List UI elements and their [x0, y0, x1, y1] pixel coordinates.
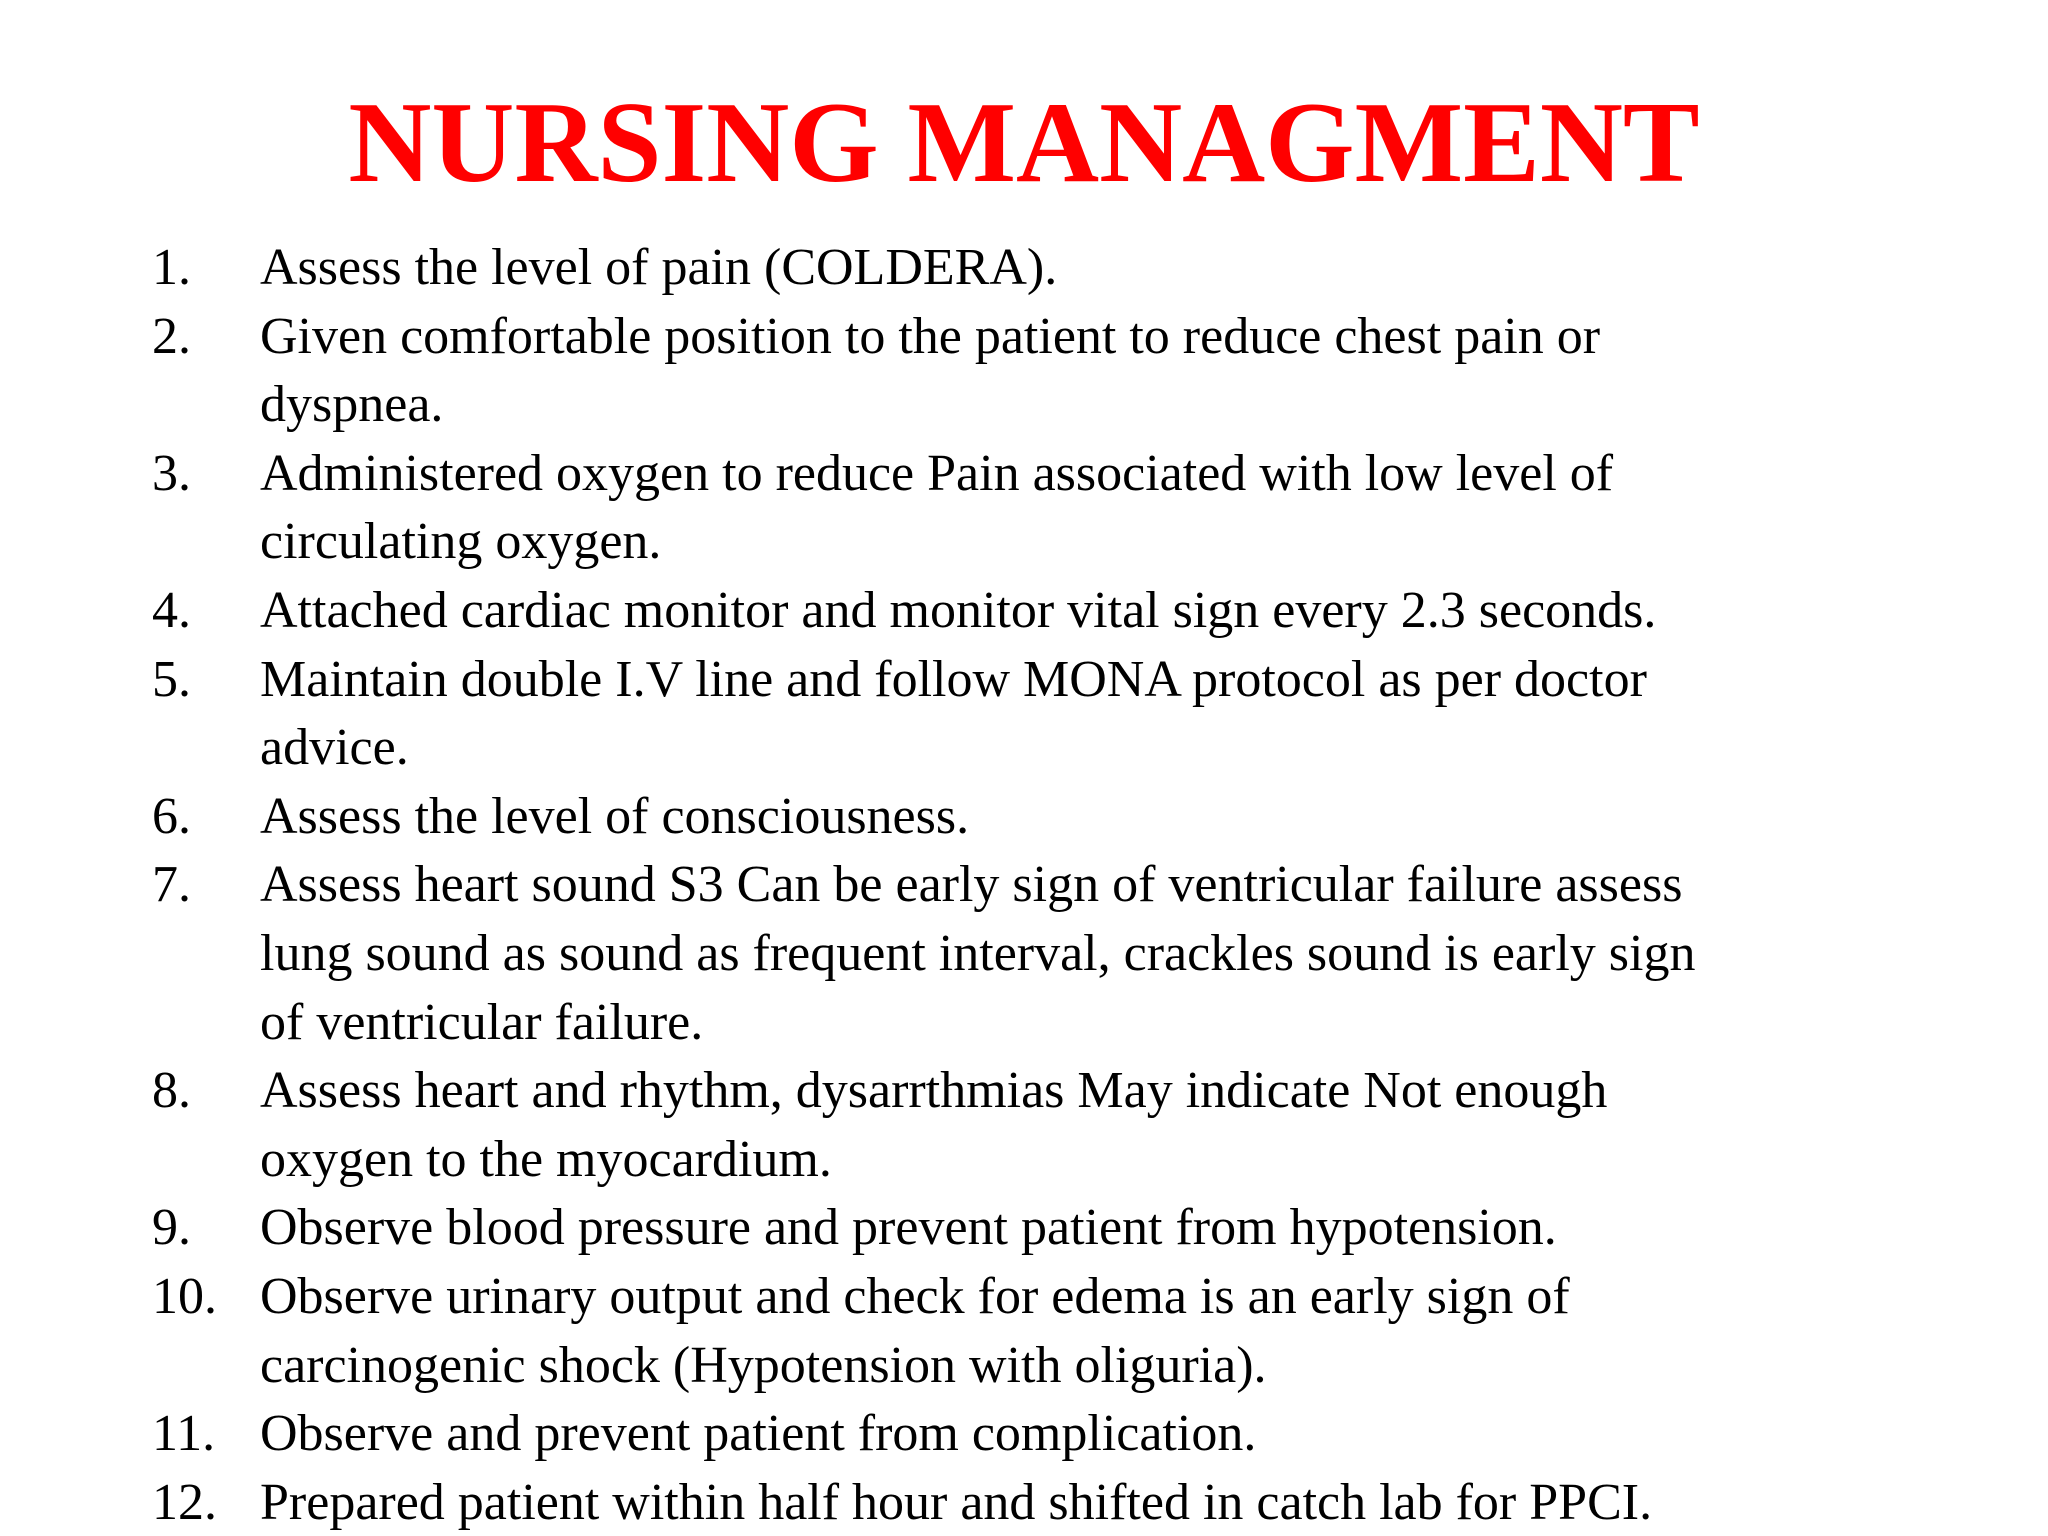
list-item-text-line: circulating oxygen. — [260, 513, 662, 571]
list-item — [0, 646, 2048, 783]
list-item-number: 3. — [152, 444, 191, 502]
list-item-number: 1. — [152, 239, 191, 296]
list-item-text-line: advice. — [260, 719, 409, 777]
nursing-steps-list — [0, 234, 2048, 1536]
list-item-text-line: Assess heart and rhythm, dysarrthmias May indicate Not enough — [260, 1062, 1608, 1120]
list-item-text-line: of ventricular failure. — [260, 993, 704, 1051]
list-item-number: 6. — [152, 787, 191, 845]
list-item — [0, 303, 2048, 440]
list-item — [0, 1400, 2048, 1469]
list-item-text-line: lung sound as sound as frequent interval, crackles sound is early sign — [260, 924, 1696, 982]
list-item-text-line: Observe and prevent patient from complication. — [260, 1405, 1257, 1463]
list-item-text-line: Observe blood pressure and prevent patient from hypotension. — [260, 1199, 1557, 1257]
list-item-number: 9. — [152, 1199, 191, 1257]
list-item — [0, 234, 2048, 303]
list-item-number: 2. — [152, 307, 191, 365]
list-item-number: 7. — [152, 856, 191, 914]
list-item-text-line: Maintain double I.V line and follow MONA protocol as per doctor — [260, 650, 1647, 708]
list-item-number: 11. — [152, 1405, 216, 1463]
list-item-text-line: Administered oxygen to reduce Pain associated with low level of — [260, 444, 1614, 502]
list-item-text-line: carcinogenic shock (Hypotension with oliguria). — [260, 1336, 1267, 1394]
list-item — [0, 440, 2048, 577]
list-item-text-line: Observe urinary output and check for edema is an early sign of — [260, 1267, 1570, 1325]
list-item-text-line: Assess heart sound S3 Can be early sign of ventricular failure assess — [260, 856, 1683, 914]
list-item-text-line: Assess the level of pain (COLDERA). — [260, 239, 1058, 296]
list-item — [0, 1263, 2048, 1400]
list-item — [0, 577, 2048, 646]
list-item-number: 12. — [152, 1473, 217, 1531]
list-item-text-line: oxygen to the myocardium. — [260, 1130, 832, 1188]
list-item-number: 4. — [152, 581, 191, 639]
list-item — [0, 783, 2048, 852]
list-item — [0, 1057, 2048, 1194]
list-item-text-line: Attached cardiac monitor and monitor vital sign every 2.3 seconds. — [260, 581, 1657, 639]
list-item — [0, 851, 2048, 1057]
list-item-text-line: Prepared patient within half hour and shifted in catch lab for PPCI. — [260, 1473, 1653, 1531]
list-item — [0, 1469, 2048, 1536]
list-item-text-line: dyspnea. — [260, 376, 444, 434]
slide-title: NURSING MANAGMENT — [348, 79, 1700, 206]
list-item — [0, 1194, 2048, 1263]
list-item-text-line: Given comfortable position to the patient to reduce chest pain or — [260, 307, 1601, 365]
list-item-number: 5. — [152, 650, 191, 708]
list-item-number: 10. — [152, 1267, 217, 1325]
list-item-text-line: Assess the level of consciousness. — [260, 787, 970, 845]
list-item-number: 8. — [152, 1062, 191, 1120]
